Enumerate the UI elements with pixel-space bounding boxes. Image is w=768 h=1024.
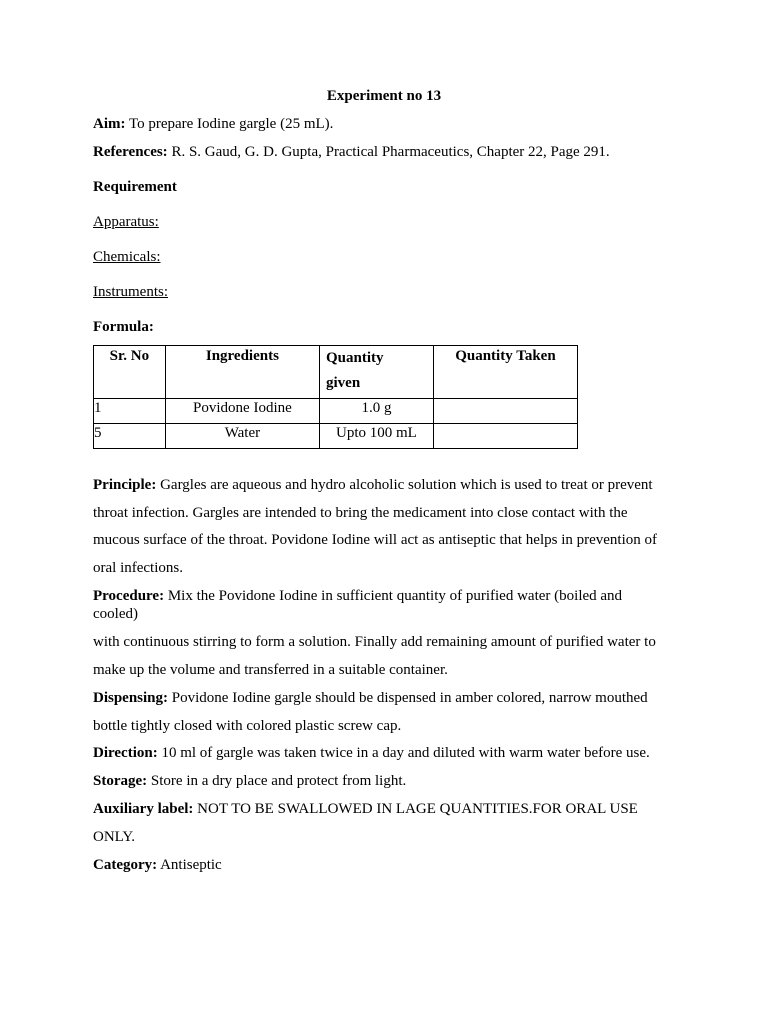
category-label: Category: xyxy=(93,857,158,873)
cell-ingredient: Povidone Iodine xyxy=(165,399,319,424)
principle-line-1 xyxy=(93,476,653,494)
formula-heading xyxy=(93,318,154,336)
procedure-line-4: make up the volume and transferred in a suitable container. xyxy=(93,662,448,678)
storage-text: Store in a dry place and protect from light. xyxy=(147,773,407,789)
category-line xyxy=(93,856,222,874)
storage-line xyxy=(93,772,406,790)
header-ingredients: Ingredients xyxy=(165,346,319,399)
dispensing-text: Povidone Iodine gargle should be dispensed in amber colored, narrow mouthed xyxy=(168,690,648,706)
direction-label: Direction: xyxy=(93,745,158,761)
aim-text: To prepare Iodine gargle (25 mL). xyxy=(125,116,334,132)
principle-line-4: oral infections. xyxy=(93,560,183,576)
header-sr-no: Sr. No xyxy=(94,346,166,399)
instruments-label: Instruments: xyxy=(93,284,168,300)
procedure-line-1 xyxy=(93,587,622,605)
header-quantity-line2: given xyxy=(326,375,361,391)
procedure-line-3: with continuous stirring to form a solution. Finally add remaining amount of purified water to xyxy=(93,634,656,650)
references-line xyxy=(93,143,610,161)
cell-quantity-given: Upto 100 mL xyxy=(320,424,434,449)
category-text: Antiseptic xyxy=(157,857,222,873)
header-quantity-line1: Quantity xyxy=(326,350,384,366)
table-row xyxy=(94,424,578,449)
dispensing-line-1 xyxy=(93,689,648,707)
aim-line xyxy=(93,115,333,133)
cell-sr-no: 1 xyxy=(94,399,166,424)
page-title: Experiment no 13 xyxy=(326,88,442,104)
procedure-label: Procedure: xyxy=(93,588,165,604)
direction-text: 10 ml of gargle was taken twice in a day and diluted with warm water before use. xyxy=(157,745,650,761)
formula-table xyxy=(93,345,578,449)
principle-label: Principle: xyxy=(93,477,157,493)
dispensing-line-2: bottle tightly closed with colored plastic screw cap. xyxy=(93,718,402,734)
procedure-text: Mix the Povidone Iodine in sufficient quantity of purified water (boiled and xyxy=(164,588,623,604)
storage-label: Storage: xyxy=(93,773,148,789)
auxiliary-line-2: ONLY. xyxy=(93,829,135,845)
requirement-label: Requirement xyxy=(93,179,177,195)
cell-quantity-taken xyxy=(433,399,577,424)
procedure-line-2: cooled) xyxy=(93,606,138,622)
cell-ingredient: Water xyxy=(165,424,319,449)
aim-label: Aim: xyxy=(93,116,126,132)
table-row xyxy=(94,399,578,424)
references-text: R. S. Gaud, G. D. Gupta, Practical Pharmaceutics, Chapter 22, Page 291. xyxy=(167,144,610,160)
requirement-heading xyxy=(93,178,177,196)
formula-label: Formula: xyxy=(93,319,154,335)
direction-line xyxy=(93,744,650,762)
apparatus-label: Apparatus: xyxy=(93,214,159,230)
principle-line-2: throat infection. Gargles are intended to bring the medicament into close contact with the xyxy=(93,505,628,521)
chemicals-label: Chemicals: xyxy=(93,249,161,265)
table-header-row xyxy=(94,346,578,399)
dispensing-label: Dispensing: xyxy=(93,690,169,706)
auxiliary-label: Auxiliary label: xyxy=(93,801,194,817)
cell-quantity-given: 1.0 g xyxy=(320,399,434,424)
auxiliary-text: NOT TO BE SWALLOWED IN LAGE QUANTITIES.FOR ORAL USE xyxy=(193,801,638,817)
principle-text: Gargles are aqueous and hydro alcoholic solution which is used to treat or prevent xyxy=(156,477,653,493)
header-quantity-given xyxy=(320,346,434,399)
auxiliary-line-1 xyxy=(93,800,638,818)
references-label: References: xyxy=(93,144,168,160)
header-quantity-taken: Quantity Taken xyxy=(433,346,577,399)
principle-line-3: mucous surface of the throat. Povidone Iodine will act as antiseptic that helps in prevention of xyxy=(93,532,658,548)
cell-quantity-taken xyxy=(433,424,577,449)
cell-sr-no: 5 xyxy=(94,424,166,449)
